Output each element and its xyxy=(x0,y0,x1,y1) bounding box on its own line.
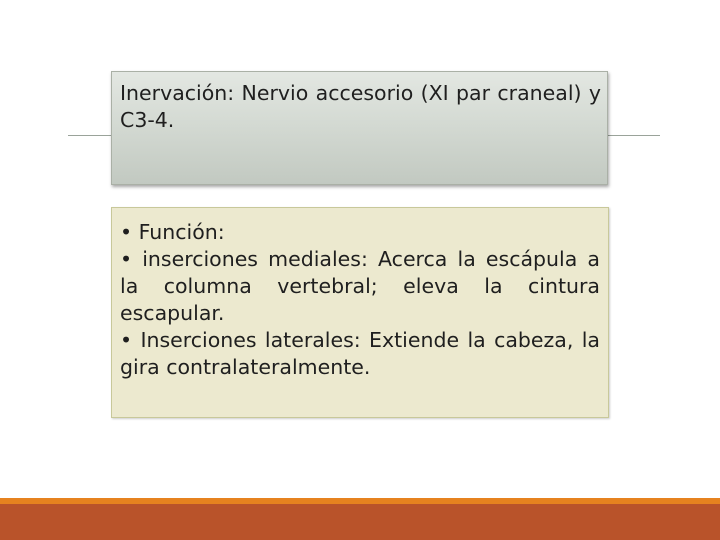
innervation-text: Inervación: Nervio accesorio (XI par craneal) y C3-4. xyxy=(120,81,601,132)
lateral-insertions-text: • Inserciones laterales: Extiende la cabeza, la gira contralateralmente. xyxy=(120,328,600,379)
function-heading: • Función: xyxy=(120,220,225,244)
innervation-box xyxy=(111,71,608,185)
footer-accent-bar xyxy=(0,504,720,540)
medial-insertions-text: • inserciones mediales: Acerca la escápula a la columna vertebral; eleva la cintura escapular. xyxy=(120,247,600,325)
function-box xyxy=(111,207,609,418)
divider-line-left xyxy=(68,135,112,136)
divider-line-right xyxy=(608,135,660,136)
